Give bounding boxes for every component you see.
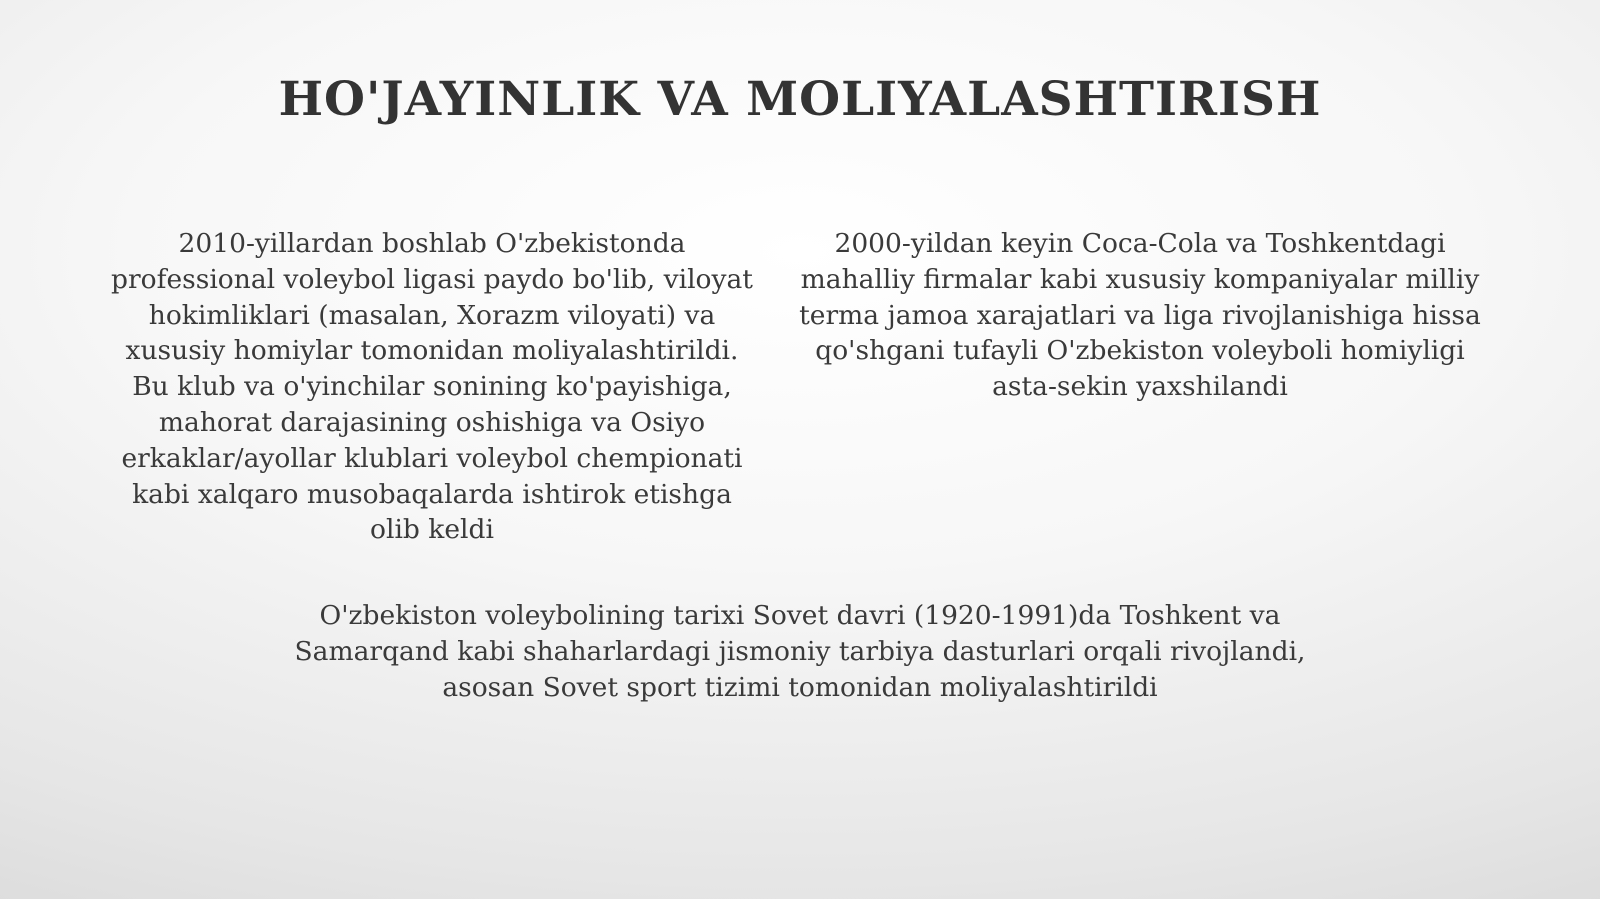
left-text-block: 2010-yillardan boshlab O'zbekistonda professional voleybol ligasi paydo bo'lib, viloyat hokimliklari (masalan, Xorazm viloyati) va xususiy homiylar tomonidan moliyalashtirildi. Bu klub va o'yinchilar sonining ko'payishiga, mahorat darajasining oshishiga va Osiyo erkaklar/ayollar klublari voleybol chempionati kabi xalqaro musobaqalarda ishtirok etishga olib keldi [111, 228, 753, 546]
right-text-block: 2000-yildan keyin Coca-Cola va Toshkentdagi mahalliy firmalar kabi xususiy kompaniyalar milliy terma jamoa xarajatlari va liga rivojlanishiga hissa qo'shgani tufayli O'zbekiston voleyboli homiyligi asta-sekin yaxshilandi [799, 228, 1481, 403]
bottom-text-block: O'zbekiston voleybolining tarixi Sovet davri (1920-1991)da Toshkent va Samarqand kabi shaharlardagi jismoniy tarbiya dasturlari orqali rivojlandi, asosan Sovet sport tizimi tomonidan moliyalashtirildi [294, 600, 1306, 703]
slide-title: HO'JAYINLIK VA MOLIYALASHTIRISH [278, 72, 1322, 127]
